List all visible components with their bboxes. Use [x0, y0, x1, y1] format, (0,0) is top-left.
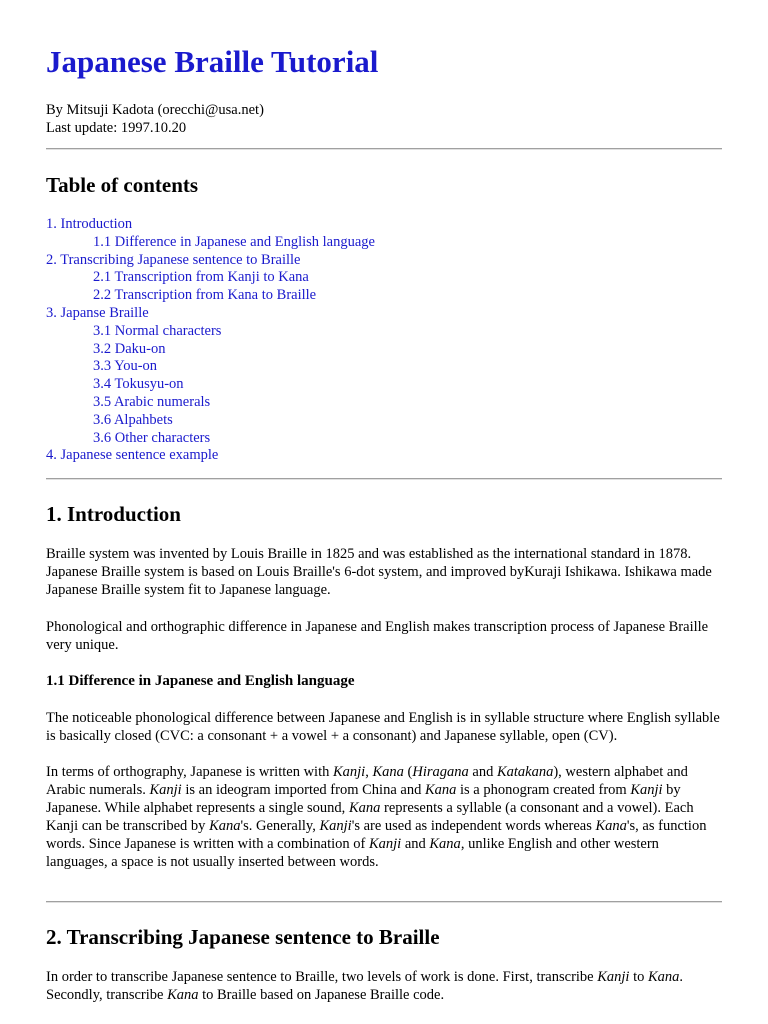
toc-subsection-link[interactable]: 3.1 Normal characters: [93, 322, 222, 339]
toc-section-link[interactable]: 3. Japanse Braille: [46, 304, 149, 321]
toc-subsection-link[interactable]: 2.2 Transcription from Kana to Braille: [93, 287, 317, 304]
divider: [46, 901, 722, 903]
toc-subsection-link[interactable]: 3.6 Alpahbets: [93, 411, 173, 428]
toc-subsection-link[interactable]: 1.1 Difference in Japanese and English language: [93, 233, 375, 250]
table-of-contents: [46, 216, 375, 465]
toc-subsection-link[interactable]: 3.3 You-on: [93, 358, 158, 375]
divider: [46, 148, 722, 150]
toc-section-link[interactable]: 4. Japanese sentence example: [46, 447, 219, 464]
last-update-line: Last update: 1997.10.20: [46, 120, 187, 136]
introduction-heading: 1. Introduction: [46, 502, 181, 526]
toc-heading: Table of contents: [46, 173, 199, 197]
toc-subsection-link[interactable]: 2.1 Transcription from Kanji to Kana: [93, 269, 309, 286]
page-title: Japanese Braille Tutorial: [46, 44, 379, 79]
author-line: By Mitsuji Kadota (orecchi@usa.net): [46, 102, 264, 118]
difference-paragraph-2: In terms of orthography, Japanese is written with Kanji, Kana (Hiragana and Katakana), western alphabet and Arabic numerals. Kanji is an ideogram imported from China and Kana is a phonogram created from Kanji by Japanese. While alphabet represents a single sound, Kana represents a syllable (a consonant and a vowel). Each Kanji can be transcribed by Kana's. Generally, Kanji's are used as independent words whereas Kana's, as function words. Since Japanese is written with a combination of Kanji and Kana, unlike English and other western languages, a space is not usually inserted between words.: [46, 764, 707, 870]
toc-section-link[interactable]: 1. Introduction: [46, 216, 133, 232]
intro-paragraph-2: Phonological and orthographic difference in Japanese and English makes transcription process of Japanese Braille very unique.: [46, 619, 709, 653]
toc-subsection-link[interactable]: 3.5 Arabic numerals: [93, 393, 211, 410]
intro-paragraph-1: Braille system was invented by Louis Braille in 1825 and was established as the international standard in 1878. Japanese Braille system is based on Louis Braille's 6-dot system, and improved byKuraji Ishikawa. Ishikawa made Japanese Braille system fit to Japanese language.: [46, 546, 712, 598]
toc-subsection-link[interactable]: 3.4 Tokusyu-on: [93, 376, 184, 393]
difference-subheading: 1.1 Difference in Japanese and English language: [46, 673, 355, 689]
toc-subsection-link[interactable]: 3.2 Daku-on: [93, 340, 166, 357]
transcribing-paragraph-1: In order to transcribe Japanese sentence to Braille, two levels of work is done. First, transcribe Kanji to Kana. Secondly, transcribe Kana to Braille based on Japanese Braille code.: [46, 969, 684, 1003]
difference-paragraph-1: The noticeable phonological difference between Japanese and English is in syllable structure where English syllable is basically closed (CVC: a consonant + a vowel + a consonant) and Japanese syllable, open (CV).: [46, 710, 720, 744]
transcribing-heading: 2. Transcribing Japanese sentence to Braille: [46, 925, 440, 949]
divider: [46, 478, 722, 480]
toc-section-link[interactable]: 2. Transcribing Japanese sentence to Braille: [46, 251, 301, 268]
toc-subsection-link[interactable]: 3.6 Other characters: [93, 429, 211, 446]
document-meta: [46, 101, 264, 137]
